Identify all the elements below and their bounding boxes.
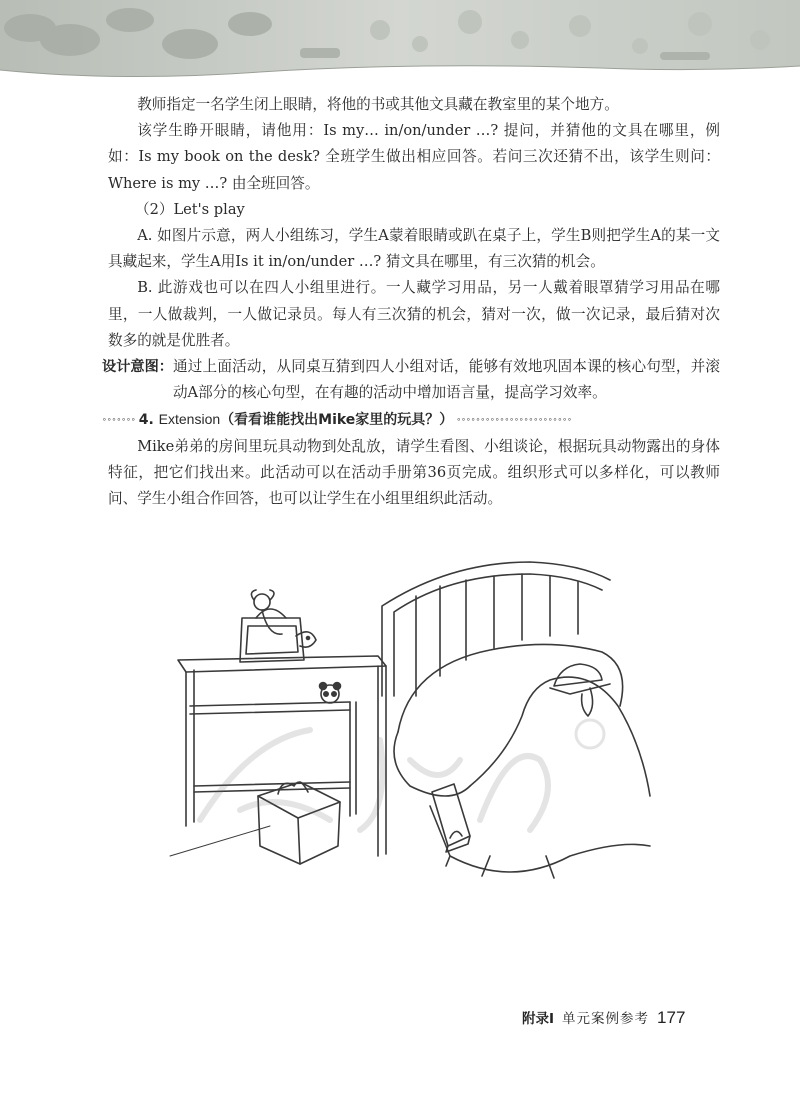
extension-title xyxy=(136,406,457,433)
paragraph-a: A. 如图片示意，两人小组练习，学生A蒙着眼睛或趴在桌子上，学生B则把学生A的某一文具藏起来，学生A用Is it in/on/under …? 猜文具在哪里，有三次猜的机会。 xyxy=(108,227,720,271)
footer-section: 单元案例参考 xyxy=(562,1011,650,1027)
bed-headboard xyxy=(382,562,610,696)
banner-art xyxy=(0,0,800,88)
design-intent xyxy=(102,354,720,406)
paragraph-b: B. 此游戏也可以在四人小组里进行。一人藏学习用品，另一人戴着眼罩猜学习用品在哪里，一人做裁判，一人做记录员。每人有三次猜的机会，猜对一次，做一次记录，最后猜对次数多的就是优胜者。 xyxy=(108,279,720,349)
dotted-rule-left: ∘∘∘∘∘∘∘ xyxy=(102,417,136,424)
extension-heading xyxy=(102,406,720,433)
page-footer xyxy=(522,1007,685,1031)
extension-cn: （看看谁能找出Mike家里的玩具？） xyxy=(220,412,454,429)
paragraph-1: 教师指定一名学生闭上眼睛，将他的书或其他文具藏在教室里的某个地方。 xyxy=(137,96,619,113)
footer-appendix: 附录I xyxy=(522,1011,555,1027)
extension-number: 4. xyxy=(138,412,154,429)
dotted-rule-right: ∘∘∘∘∘∘∘∘∘∘∘∘∘∘∘∘∘∘∘∘∘∘∘∘ xyxy=(456,417,572,424)
main-text xyxy=(102,92,720,512)
paragraph-2: 该学生睁开眼睛，请他用：Is my… in/on/under …? 提问，并猜他的文具在哪里，例如：Is my book on the desk? 全班学生做出相应回答。若问三次还猜不出，该学生则问：Where is my …? 由全班回答。 xyxy=(108,122,720,192)
design-intent-label: 设计意图： xyxy=(102,359,173,376)
design-intent-text: 通过上面活动，从同桌互猜到四人小组对话，能够有效地巩固本课的核心句型，并滚动A部分的核心句型，在有趣的活动中增加语言量，提高学习效率。 xyxy=(172,358,720,402)
watermark xyxy=(160,700,620,850)
paragraph-extension: Mike弟弟的房间里玩具动物到处乱放，请学生看图、小组谈论，根据玩具动物露出的身体特征，把它们找出来。此活动可以在活动手册第36页完成。组织形式可以多样化，可以教师问、学生小组合作回答，也可以让学生在小组里组织此活动。 xyxy=(108,437,720,508)
subheading-lets-play: （2）Let's play xyxy=(135,200,245,218)
schoolbag-with-monkey xyxy=(240,590,316,662)
header-banner xyxy=(0,0,800,88)
page-number: 177 xyxy=(657,1008,686,1027)
extension-en: Extension xyxy=(158,411,221,428)
